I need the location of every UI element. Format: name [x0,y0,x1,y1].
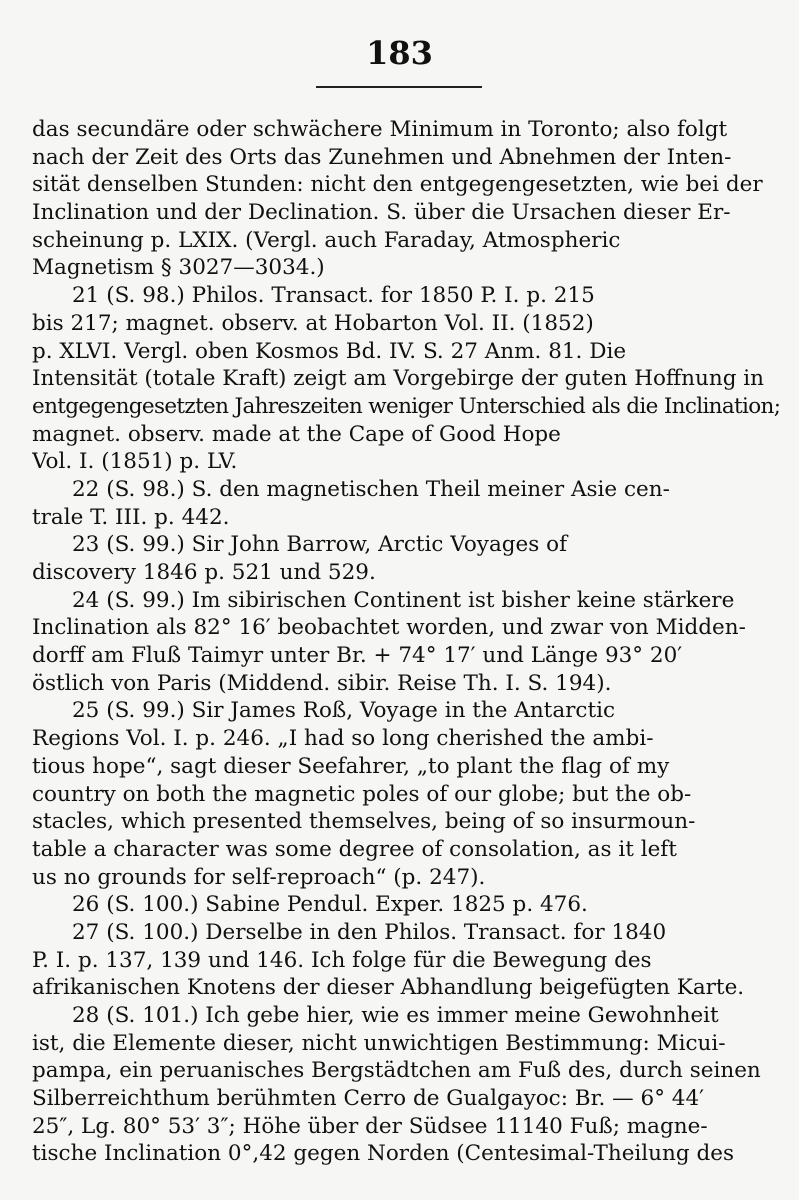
header-rule [316,86,482,88]
text-line: 26 (S. 100.) Sabine Pendul. Exper. 1825 p. 476. [72,892,588,918]
text-line: afrikanischen Knotens der dieser Abhandlung beigefügten Karte. [32,975,745,1001]
text-line: ist, die Elemente dieser, nicht unwichtigen Bestimmung: Micui- [32,1030,726,1056]
text-line: Silberreichthum berühmten Cerro de Gualgayoc: Br. — 6° 44′ [32,1086,705,1112]
text-line: Inclination und der Declination. S. über die Ursachen dieser Er- [32,200,731,226]
footnote-text-block [32,116,784,1168]
text-line: country on both the magnetic poles of our globe; but the ob- [32,781,692,807]
text-line: tious hope“, sagt dieser Seefahrer, „to plant the flag of my [32,753,670,779]
text-line: 21 (S. 98.) Philos. Transact. for 1850 P. I. p. 215 [72,283,595,309]
text-line: östlich von Paris (Middend. sibir. Reise Th. I. S. 194). [32,670,612,696]
text-line: Vol. I. (1851) p. LV. [32,449,238,475]
text-line: 28 (S. 101.) Ich gebe hier, wie es immer meine Gewohnheit [72,1003,719,1028]
text-line: scheinung p. LXIX. (Vergl. auch Faraday, Atmospheric [32,227,621,253]
text-line: stacles, which presented themselves, being of so insurmoun- [32,809,696,835]
text-line: sität denselben Stunden: nicht den entgegengesetzten, wie bei der [32,172,763,198]
text-line: bis 217; magnet. observ. at Hobarton Vol. II. (1852) [32,310,594,336]
text-line: das secundäre oder schwächere Minimum in Toronto; also folgt [32,117,728,142]
text-line: trale T. III. p. 442. [32,504,230,530]
text-line: entgegengesetzten Jahreszeiten weniger Unterschied als die Inclination; [32,393,781,419]
text-line: 24 (S. 99.) Im sibirischen Continent ist bisher keine stärkere [72,587,735,613]
text-line: Magnetism § 3027—3034.) [32,255,325,281]
text-line: discovery 1846 p. 521 und 529. [32,560,376,585]
text-line: table a character was some degree of consolation, as it left [32,836,677,862]
text-line: Intensität (totale Kraft) zeigt am Vorgebirge der guten Hoffnung in [32,366,765,392]
text-line: pampa, ein peruanisches Bergstädtchen am Fuß des, durch seinen [32,1058,761,1084]
text-line: p. XLVI. Vergl. oben Kosmos Bd. IV. S. 27 Anm. 81. Die [32,338,627,364]
text-line: nach der Zeit des Orts das Zunehmen und Abnehmen der Inten- [32,144,732,170]
text-line: 25 (S. 99.) Sir James Roß, Voyage in the Antarctic [72,698,616,724]
page-number: 183 [366,34,433,72]
text-line: P. I. p. 137, 139 und 146. Ich folge für die Bewegung des [32,947,652,973]
text-line: 25″, Lg. 80° 53′ 3″; Höhe über der Südsee 11140 Fuß; magne- [32,1113,708,1139]
text-line: Regions Vol. I. p. 246. „I had so long cherished the ambi- [32,726,654,752]
text-line: 27 (S. 100.) Derselbe in den Philos. Transact. for 1840 [72,919,667,945]
text-line: 22 (S. 98.) S. den magnetischen Theil meiner Asie cen- [72,476,670,502]
text-line: dorff am Fluß Taimyr unter Br. + 74° 17′ und Länge 93° 20′ [32,643,683,669]
text-line: Inclination als 82° 16′ beobachtet worden, und zwar von Midden- [32,615,746,641]
text-line: magnet. observ. made at the Cape of Good Hope [32,421,561,447]
text-line: tische Inclination 0°,42 gegen Norden (Centesimal-Theilung des [32,1141,734,1167]
text-line: 23 (S. 99.) Sir John Barrow, Arctic Voyages of [72,532,568,558]
text-line: us no grounds for self-reproach“ (p. 247). [32,864,486,890]
